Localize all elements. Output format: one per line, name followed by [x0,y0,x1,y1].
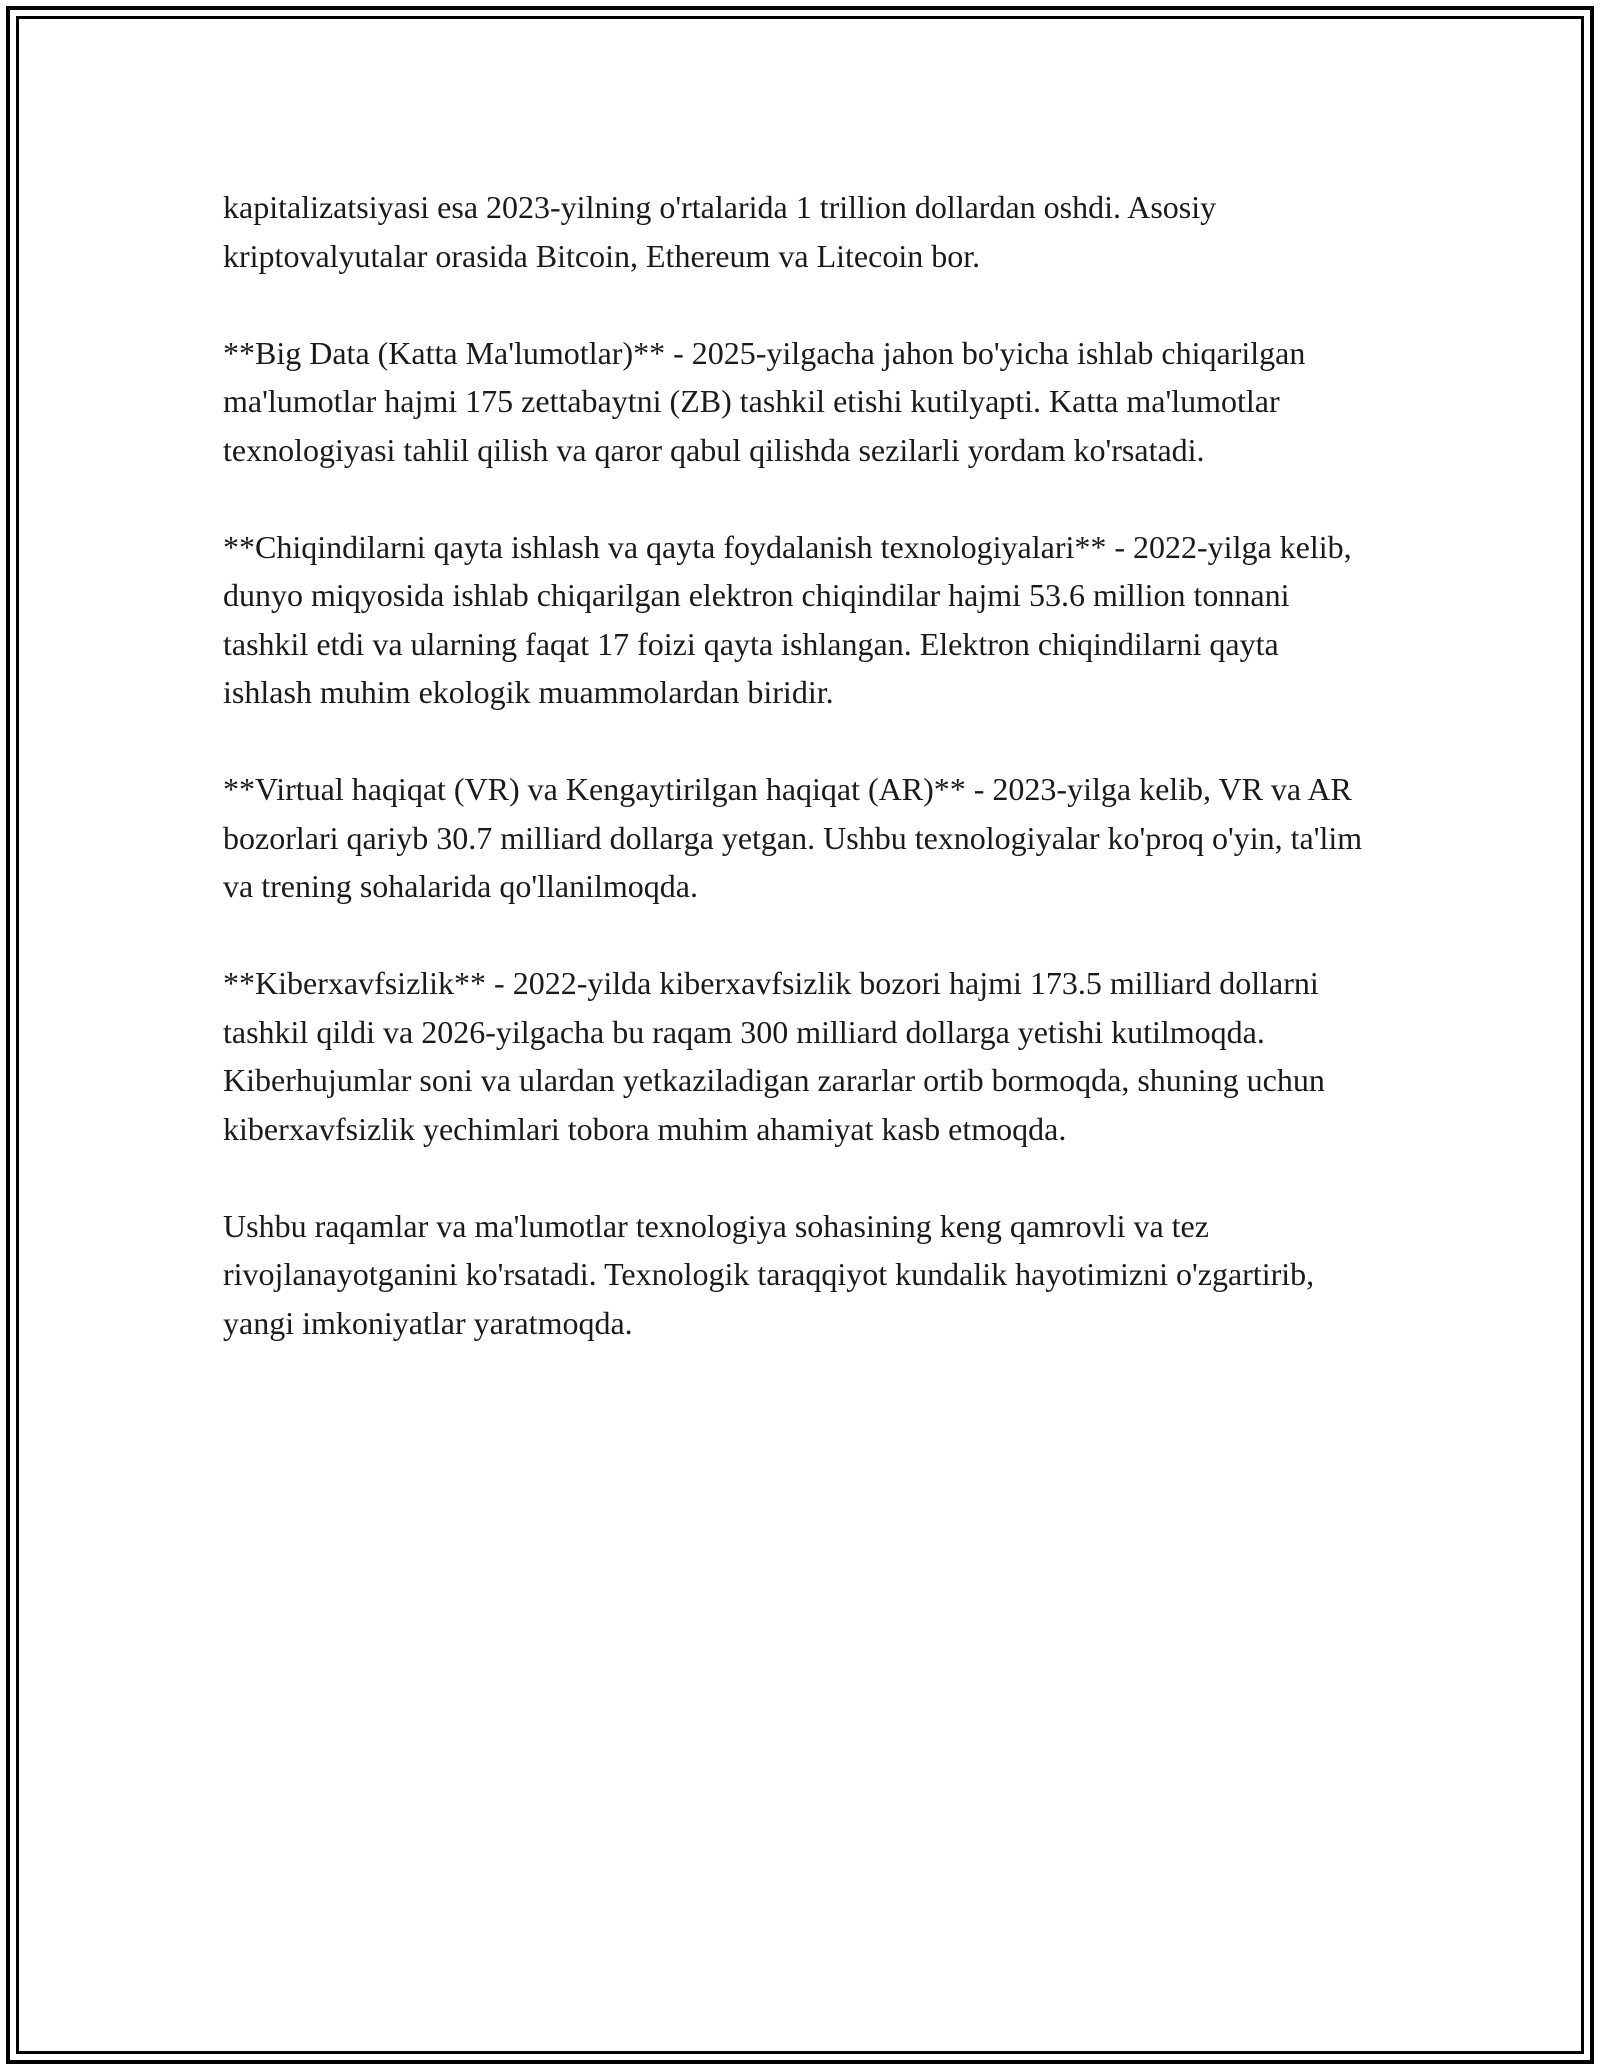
paragraph-big-data: **Big Data (Katta Ma'lumotlar)** - 2025-yilgacha jahon bo'yicha ishlab chiqarilgan ma'lumotlar hajmi 175 zettabaytni (ZB) tashkil etishi kutilyapti. Katta ma'lumotlar texnologiyasi tahlil qilish va qaror qabul qilishda sezilarli yordam ko'rsatadi. [223,334,1306,468]
paragraph-vr-ar: **Virtual haqiqat (VR) va Kengaytirilgan haqiqat (AR)** - 2023-yilga kelib, VR va AR bozorlari qariyb 30.7 milliard dollarga yetgan. Ushbu texnologiyalar ko'proq o'yin, ta'lim va trening sohalarida qo'llanilmoqda. [223,771,1363,904]
paragraph-conclusion: Ushbu raqamlar va ma'lumotlar texnologiya sohasining keng qamrovli va tez rivojlanayotganini ko'rsatadi. Texnologik taraqqiyot kundalik hayotimizni o'zgartirib, yangi imkoniyatlar yaratmoqda. [223,1207,1315,1341]
paragraph-cybersecurity: **Kiberxavfsizlik** - 2022-yilda kiberxavfsizlik bozori hajmi 173.5 milliard dollarni tashkil qildi va 2026-yilgacha bu raqam 300 milliard dollarga yetishi kutilmoqda. Kiberhujumlar soni va ulardan yetkaziladigan zararlar ortib bormoqda, shuning uchun kiberxavfsizlik yechimlari tobora muhim ahamiyat kasb etmoqda. [223,965,1325,1147]
paragraph-crypto-continuation: kapitalizatsiyasi esa 2023-yilning o'rtalarida 1 trillion dollardan oshdi. Asosiy kriptovalyutalar orasida Bitcoin, Ethereum va Litecoin bor. [223,189,1217,274]
document-body [223,183,1368,1396]
paragraph-recycling: **Chiqindilarni qayta ishlash va qayta foydalanish texnologiyalari** - 2022-yilga kelib, dunyo miqyosida ishlab chiqarilgan elektron chiqindilar hajmi 53.6 million tonnani tashkil etdi va ularning faqat 17 foizi qayta ishlangan. Elektron chiqindilarni qayta ishlash muhim ekologik muammolardan biridir. [223,528,1352,710]
